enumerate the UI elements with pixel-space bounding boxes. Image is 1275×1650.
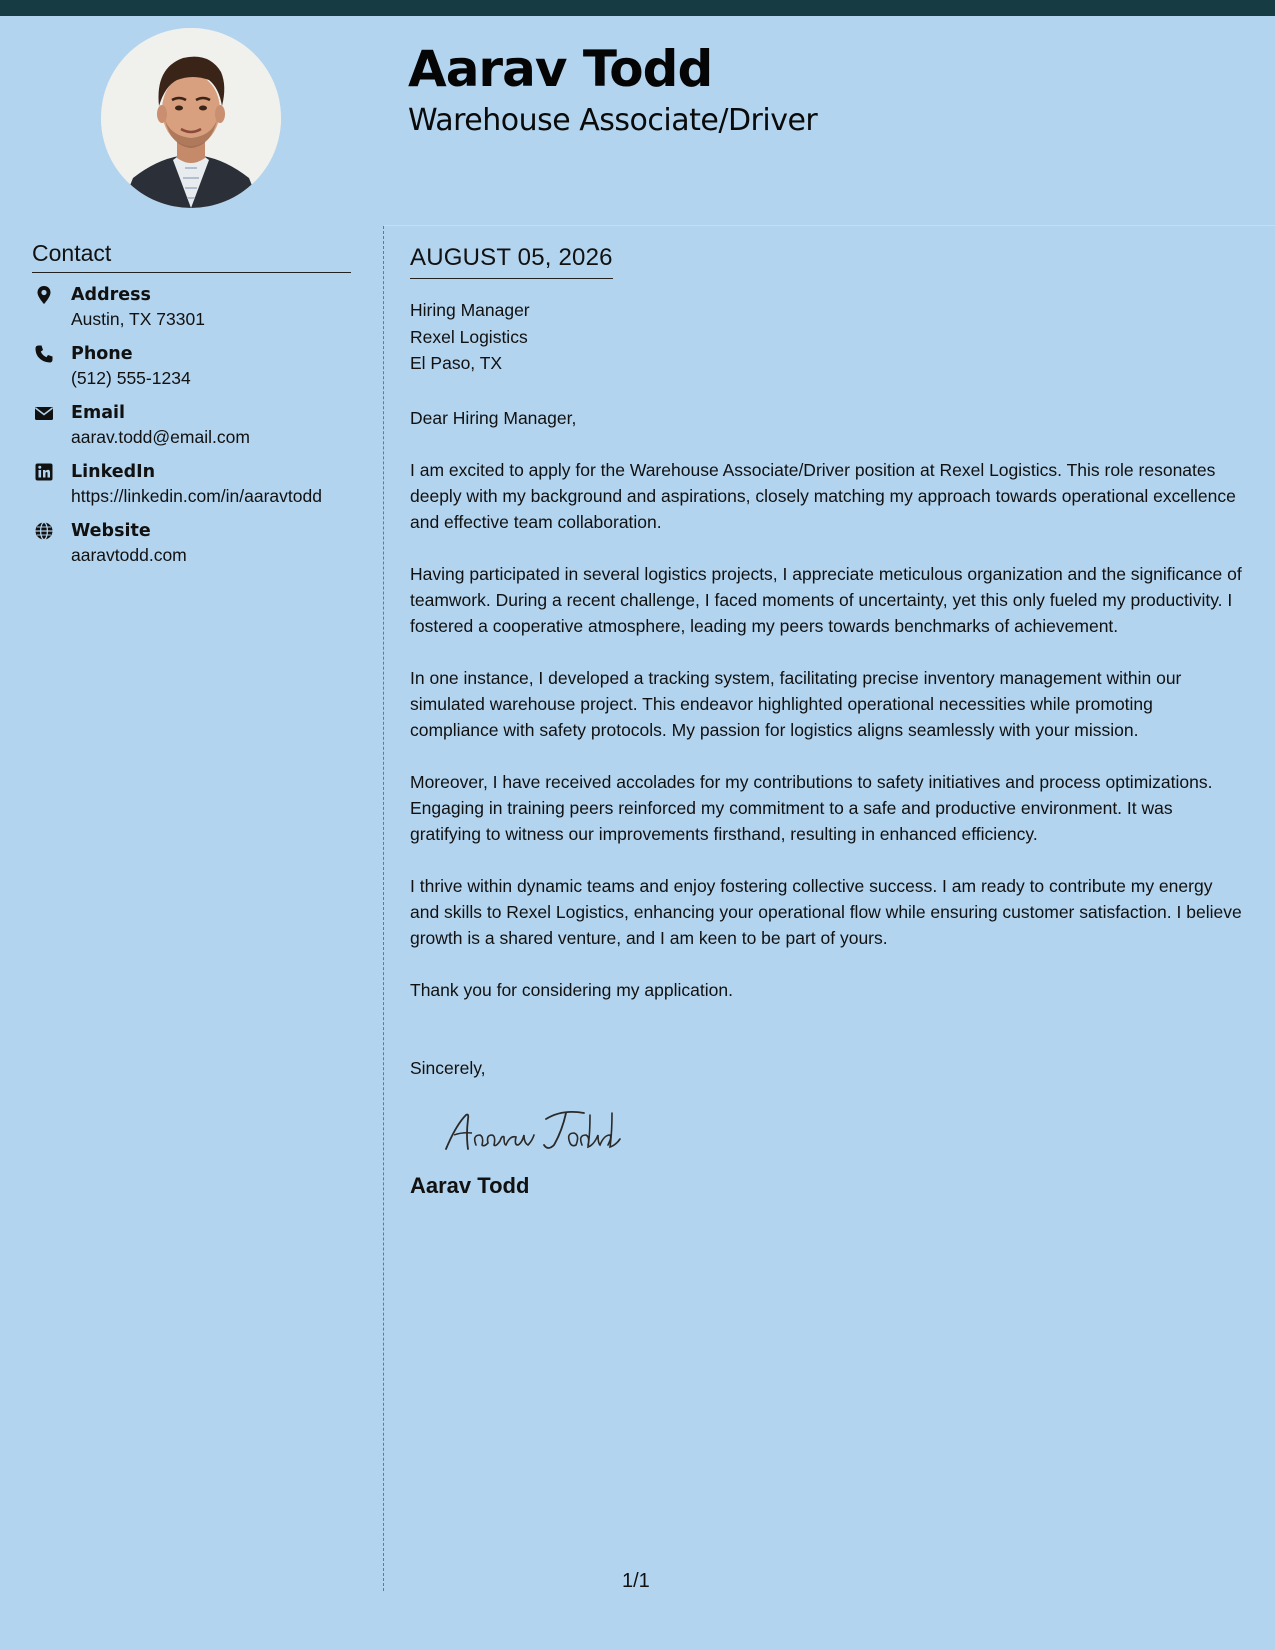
contact-email	[32, 401, 351, 448]
salutation: Dear Hiring Manager,	[410, 407, 577, 428]
recipient-line: El Paso, TX	[410, 353, 503, 373]
job-title: Warehouse Associate/Driver	[408, 103, 818, 138]
recipient-block	[410, 297, 1242, 377]
contact-sidebar	[32, 240, 351, 578]
phone-icon	[34, 344, 54, 364]
applicant-name: Aarav Todd	[408, 40, 713, 98]
letter-body	[410, 242, 1242, 1201]
globe-icon	[34, 521, 54, 541]
contact-phone	[32, 342, 351, 389]
avatar	[101, 28, 281, 208]
letter-date: AUGUST 05, 2026	[410, 242, 613, 279]
contact-value: aarav.todd@email.com	[71, 426, 250, 447]
body-paragraph: I thrive within dynamic teams and enjoy fostering collective success. I am ready to contribute my energy and skills to Rexel Logistics, enhancing your operational flow while ensuring customer satisfaction. I believe growth is a shared venture, and I am keen to be part of yours.	[410, 875, 1242, 948]
map-pin-icon	[34, 285, 54, 305]
column-divider	[383, 226, 384, 1591]
page-number: 1/1	[622, 1570, 650, 1592]
header-divider	[384, 225, 1275, 226]
contact-address	[32, 283, 351, 330]
body-paragraph: In one instance, I developed a tracking system, facilitating precise inventory management within our simulated warehouse project. This endeavor highlighted operational necessities while promoting compliance with safety protocols. My passion for logistics aligns seamlessly with your mission.	[410, 667, 1182, 740]
contact-website	[32, 519, 351, 566]
top-accent-bar	[0, 0, 1275, 16]
contact-label: Phone	[71, 343, 133, 364]
contact-label: LinkedIn	[71, 461, 156, 482]
linkedin-icon	[34, 462, 54, 482]
signer-name: Aarav Todd	[410, 1172, 530, 1198]
contact-value: (512) 555-1234	[71, 367, 191, 388]
body-paragraph: Thank you for considering my application.	[410, 979, 733, 1000]
recipient-line: Hiring Manager	[410, 300, 530, 320]
signature	[442, 1105, 1242, 1157]
contact-value: Austin, TX 73301	[71, 308, 205, 329]
body-paragraph: I am excited to apply for the Warehouse Associate/Driver position at Rexel Logistics. This role resonates deeply with my background and aspirations, closely matching my approach towards operational excellence and effective team collaboration.	[410, 459, 1236, 532]
contact-heading: Contact	[32, 240, 351, 273]
contact-label: Website	[71, 520, 151, 541]
contact-value-link[interactable]: https://linkedin.com/in/aaravtodd	[71, 485, 322, 506]
contact-label: Address	[71, 284, 151, 305]
body-paragraph: Moreover, I have received accolades for my contributions to safety initiatives and process optimizations. Engaging in training peers reinforced my commitment to a safe and productive environment. It was gratifying to witness our improvements firsthand, resulting in enhanced efficiency.	[410, 771, 1213, 844]
envelope-icon	[34, 403, 54, 423]
contact-value-link[interactable]: aaravtodd.com	[71, 544, 187, 565]
contact-label: Email	[71, 402, 125, 423]
recipient-line: Rexel Logistics	[410, 326, 528, 347]
body-paragraph: Having participated in several logistics projects, I appreciate meticulous organization and the significance of teamwork. During a recent challenge, I faced moments of uncertainty, yet this only fueled my productivity. I fostered a cooperative atmosphere, leading my peers towards benchmarks of achievement.	[410, 563, 1242, 636]
closing: Sincerely,	[410, 1057, 486, 1078]
contact-linkedin	[32, 460, 351, 507]
handwritten-signature-icon	[442, 1105, 642, 1157]
portrait-photo-icon	[101, 28, 281, 208]
